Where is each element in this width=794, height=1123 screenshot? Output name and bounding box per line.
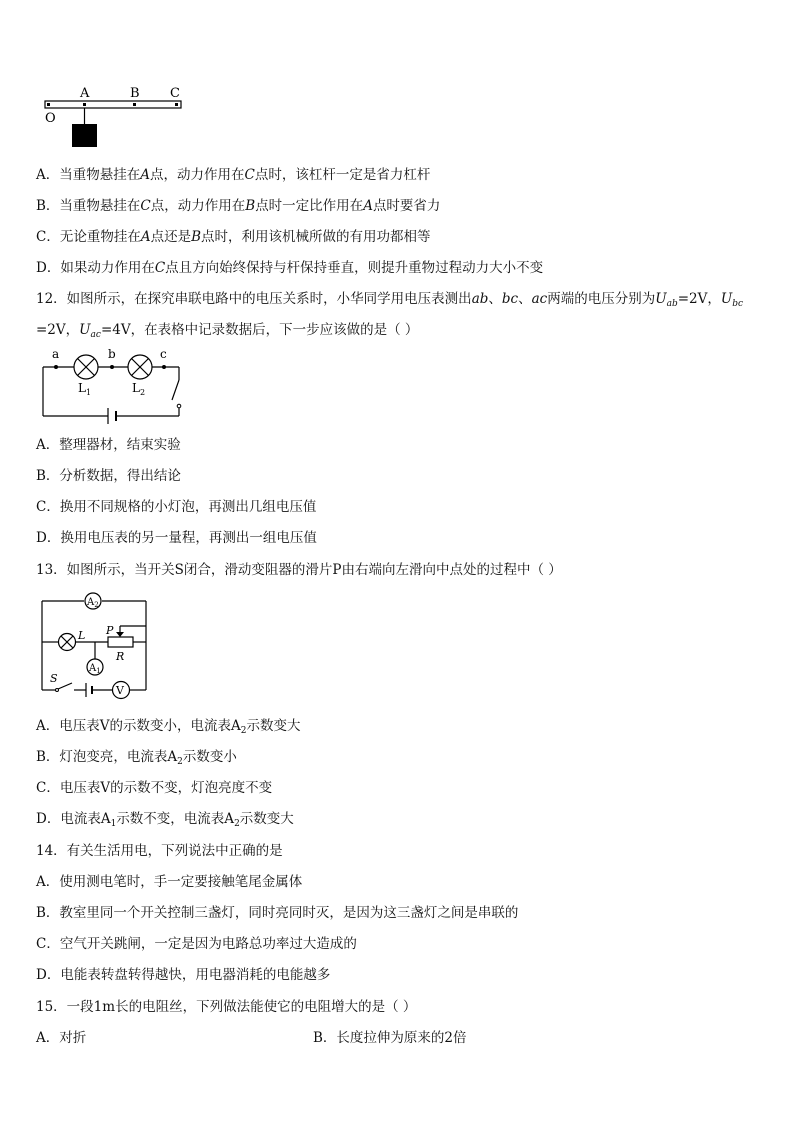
switch-contact xyxy=(177,404,181,408)
q11-option-a: A．当重物悬挂在A点，动力作用在C点时，该杠杆一定是省力杠杆 xyxy=(36,167,431,183)
label-R: R xyxy=(116,650,125,663)
q13-stem: 13．如图所示，当开关S闭合，滑动变阻器的滑片P由右端向左滑向中点处的过程中（ ） xyxy=(36,562,562,578)
switch-blade xyxy=(172,380,179,400)
ammeter-A2 xyxy=(85,593,101,609)
lamp-L2 xyxy=(128,355,152,379)
q14-option-a: A．使用测电笔时，手一定要接触笔尾金属体 xyxy=(36,874,303,890)
label-L2: $L_2$ xyxy=(132,381,146,397)
parallel-circuit-figure xyxy=(40,592,152,696)
q15-stem: 15．一段1m长的电阻丝，下列做法能使它的电阻增大的是（ ） xyxy=(36,999,417,1015)
label-c: c xyxy=(160,347,167,361)
lever-figure xyxy=(40,84,190,150)
weight-block xyxy=(72,124,97,147)
label-A: A xyxy=(80,86,90,101)
label-S: S xyxy=(50,672,58,685)
q14-option-b: B．教室里同一个开关控制三盏灯，同时亮同时灭，是因为这三盏灯之间是串联的 xyxy=(36,905,519,921)
lamp-L1 xyxy=(74,355,98,379)
series-circuit-figure xyxy=(40,348,190,428)
label-P: P xyxy=(106,624,114,637)
slider-arrow-icon xyxy=(116,632,124,637)
q12-option-b: B．分析数据，得出结论 xyxy=(36,468,181,484)
q13-option-a: A．电压表V的示数变小，电流表$A_2$示数变大 xyxy=(36,718,301,736)
q11-option-c: C．无论重物挂在A点还是B点时，利用该机械所做的有用功都相等 xyxy=(36,229,431,245)
q15-option-b: B．长度拉伸为原来的2倍 xyxy=(313,1030,467,1046)
point-C-marker xyxy=(175,103,178,106)
label-B: B xyxy=(130,86,140,101)
q13-option-b: B．灯泡变亮，电流表$A_2$示数变小 xyxy=(36,749,237,767)
q12-option-c: C．换用不同规格的小灯泡，再测出几组电压值 xyxy=(36,499,317,515)
node-a-dot xyxy=(54,365,58,369)
switch-S xyxy=(58,683,72,689)
q12-stem-line2: =2V，$U_{ac}=4V$，在表格中记录数据后，下一步应该做的是（ ） xyxy=(36,322,419,340)
label-L1: $L_1$ xyxy=(78,381,92,397)
point-A-marker xyxy=(83,103,86,106)
q12-option-d: D．换用电压表的另一量程，再测出一组电压值 xyxy=(36,530,317,546)
q12-stem-line1: 12．如图所示，在探究串联电路中的电压关系时，小华同学用电压表测出ab、bc、ac两端的电压分别为$U_{ab}=2V$，$U_{bc}$ xyxy=(36,291,744,309)
q13-option-c: C．电压表V的示数不变，灯泡亮度不变 xyxy=(36,780,273,796)
node-c-dot xyxy=(162,365,166,369)
q13-option-d: D．电流表$A_1$示数不变，电流表$A_2$示数变大 xyxy=(36,811,294,829)
ammeter-A1 xyxy=(87,659,103,675)
svg-text:V: V xyxy=(116,684,124,697)
q14-option-d: D．电能表转盘转得越快，用电器消耗的电能越多 xyxy=(36,967,331,983)
q12-option-a: A．整理器材，结束实验 xyxy=(36,437,181,453)
lamp-L xyxy=(59,634,76,651)
svg-text:A1: $A_1$ xyxy=(89,663,101,675)
label-C: C xyxy=(170,86,180,101)
point-B-marker xyxy=(133,103,136,106)
label-a: a xyxy=(52,347,60,361)
label-L: L xyxy=(78,629,86,642)
q14-option-c: C．空气开关跳闸，一定是因为电路总功率过大造成的 xyxy=(36,936,357,952)
label-b: b xyxy=(108,347,116,361)
q11-option-b: B．当重物悬挂在C点，动力作用在B点时一定比作用在A点时要省力 xyxy=(36,198,441,214)
rheostat-R xyxy=(108,637,133,647)
q14-stem: 14．有关生活用电，下列说法中正确的是 xyxy=(36,843,283,859)
q15-option-a: A．对折 xyxy=(36,1030,87,1046)
node-b-dot xyxy=(110,365,114,369)
q11-option-d: D．如果动力作用在C点且方向始终保持与杆保持垂直，则提升重物过程动力大小不变 xyxy=(36,260,544,276)
label-O: O xyxy=(45,111,56,126)
lever-bar xyxy=(45,101,181,108)
svg-text:A2: $A_2$ xyxy=(87,597,99,609)
point-O-marker xyxy=(47,103,50,106)
voltmeter-V xyxy=(113,682,130,699)
